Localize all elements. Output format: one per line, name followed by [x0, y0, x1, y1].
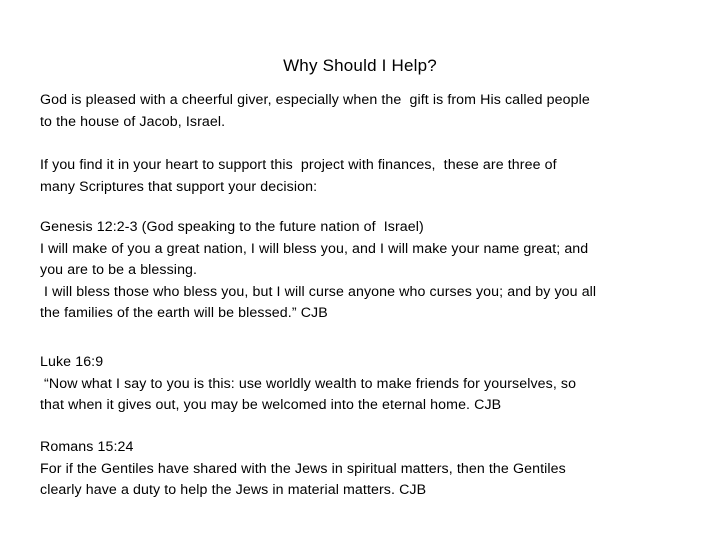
paragraph-luke-text: [40, 352, 684, 417]
text-line: God is pleased with a cheerful giver, especially when the gift is from His called people: [40, 92, 590, 108]
paragraph-support-text: [40, 155, 684, 198]
slide-title: Why Should I Help?: [283, 56, 437, 75]
paragraph-intro-text: [40, 90, 684, 133]
text-line: many Scriptures that support your decision:: [40, 178, 318, 195]
text-line: you are to be a blessing.: [40, 262, 198, 278]
paragraph-intro: [40, 90, 684, 133]
paragraph-genesis: [40, 217, 684, 325]
text-line: Romans 15:24: [40, 439, 134, 455]
text-line: Genesis 12:2-3 (God speaking to the future nation of Israel): [40, 219, 424, 235]
paragraph-support: [40, 155, 684, 198]
text-line: I will bless those who bless you, but I will curse anyone who curses you; and by you all: [40, 283, 597, 300]
text-line: to the house of Jacob, Israel.: [40, 113, 226, 130]
paragraph-genesis-text: [40, 217, 684, 325]
text-line: “Now what I say to you is this: use worldly wealth to make friends for yourselves, so: [40, 375, 577, 392]
paragraph-luke: [40, 352, 684, 417]
text-line: For if the Gentiles have shared with the Jews in spiritual matters, then the Gentiles: [40, 460, 566, 477]
text-line: clearly have a duty to help the Jews in material matters. CJB: [40, 482, 427, 498]
text-line: the families of the earth will be blessed.” CJB: [40, 305, 328, 321]
text-line: I will make of you a great nation, I will bless you, and I will make your name great; and: [40, 240, 589, 257]
paragraph-romans-text: [40, 437, 684, 502]
paragraph-romans: [40, 437, 684, 502]
text-line: If you find it in your heart to support this project with finances, these are three of: [40, 157, 557, 173]
text-line: that when it gives out, you may be welcomed into the eternal home. CJB: [40, 397, 502, 413]
text-line: Luke 16:9: [40, 354, 104, 370]
